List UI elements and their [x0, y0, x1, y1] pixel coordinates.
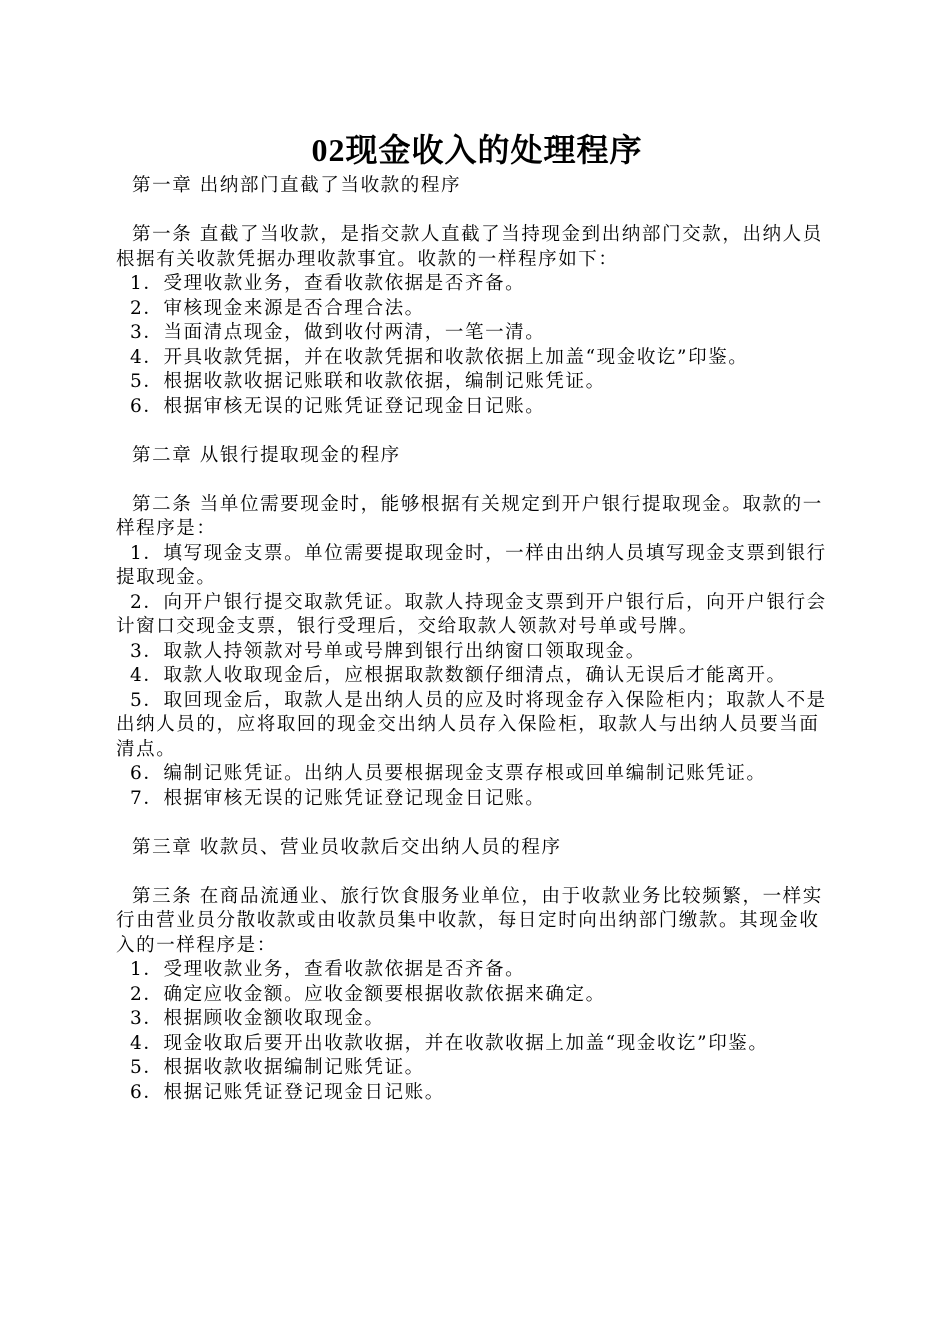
document-title: 02现金收入的处理程序 — [311, 132, 643, 168]
article-1: 第一条 直截了当收款，是指交款人直截了当持现金到出纳部门交款，出纳人员根据有关收款凭据办理收款事宜。收款的一样程序如下： — [116, 224, 823, 270]
blank-line — [116, 811, 838, 836]
chapter-1-heading: 第一章 出纳部门直截了当收款的程序 — [132, 175, 462, 196]
chapter-3-heading: 第三章 收款员、营业员收款后交出纳人员的程序 — [132, 836, 562, 858]
ch2-item-6: 6．编制记账凭证。出纳人员要根据现金支票存根或回单编制记账凭证。 — [130, 763, 767, 784]
ch2-item-2: 2．向开户银行提交取款凭证。取款人持现金支票到开户银行后，向开户银行会计窗口交现金支票，银行受理后，交给取款人领款对号单或号牌。 — [116, 591, 827, 637]
ch3-item-3: 3．根据顾收金额收取现金。 — [130, 1008, 385, 1029]
article-3: 第三条 在商品流通业、旅行饮食服务业单位，由于收款业务比较频繁，一样实行由营业员分散收款或由收款员集中收款，每日定时向出纳部门缴款。其现金收入的一样程序是： — [116, 885, 823, 956]
article-2: 第二条 当单位需要现金时，能够根据有关规定到开户银行提取现金。取款的一样程序是： — [116, 493, 823, 539]
ch2-item-3: 3．取款人持领款对号单或号牌到银行出纳窗口领取现金。 — [130, 640, 646, 662]
ch3-item-2: 2．确定应收金额。应收金额要根据收款依据来确定。 — [130, 983, 606, 1005]
ch1-item-6: 6．根据审核无误的记账凭证登记现金日记账。 — [130, 395, 546, 417]
ch2-item-7: 7．根据审核无误的记账凭证登记现金日记账。 — [130, 787, 546, 809]
ch1-item-2: 2．审核现金来源是否合理合法。 — [130, 297, 425, 319]
chapter-2-heading: 第二章 从银行提取现金的程序 — [132, 444, 401, 466]
ch2-item-1: 1．填写现金支票。单位需要提取现金时，一样由出纳人员填写现金支票到银行提取现金。 — [116, 542, 827, 588]
ch1-item-4: 4．开具收款凭据，并在收款凭据和收款依据上加盖“现金收讫”印鉴。 — [130, 346, 749, 368]
ch1-item-5: 5．根据收款收据记账联和收款依据，编制记账凭证。 — [130, 371, 606, 392]
blank-line — [116, 468, 838, 493]
ch3-item-1: 1．受理收款业务，查看收款依据是否齐备。 — [130, 959, 526, 980]
ch2-item-5: 5．取回现金后，取款人是出纳人员的应及时将现金存入保险柜内；取款人不是出纳人员的，应将取回的现金交出纳人员存入保险柜，取款人与出纳人员要当面清点。 — [116, 689, 827, 760]
ch1-item-1: 1．受理收款业务，查看收款依据是否齐备。 — [130, 273, 526, 294]
blank-line — [116, 419, 838, 444]
ch3-item-5: 5．根据收款收据编制记账凭证。 — [130, 1057, 425, 1078]
ch1-item-3: 3．当面清点现金，做到收付两清，一笔一清。 — [130, 322, 546, 343]
ch3-item-4: 4．现金收取后要开出收款收据，并在收款收据上加盖“现金收讫”印鉴。 — [130, 1032, 769, 1054]
blank-line — [116, 199, 838, 224]
ch2-item-4: 4．取款人收取现金后，应根据取款数额仔细清点，确认无误后才能离开。 — [130, 665, 787, 686]
ch3-item-6: 6．根据记账凭证登记现金日记账。 — [130, 1081, 445, 1103]
blank-line — [116, 860, 838, 885]
